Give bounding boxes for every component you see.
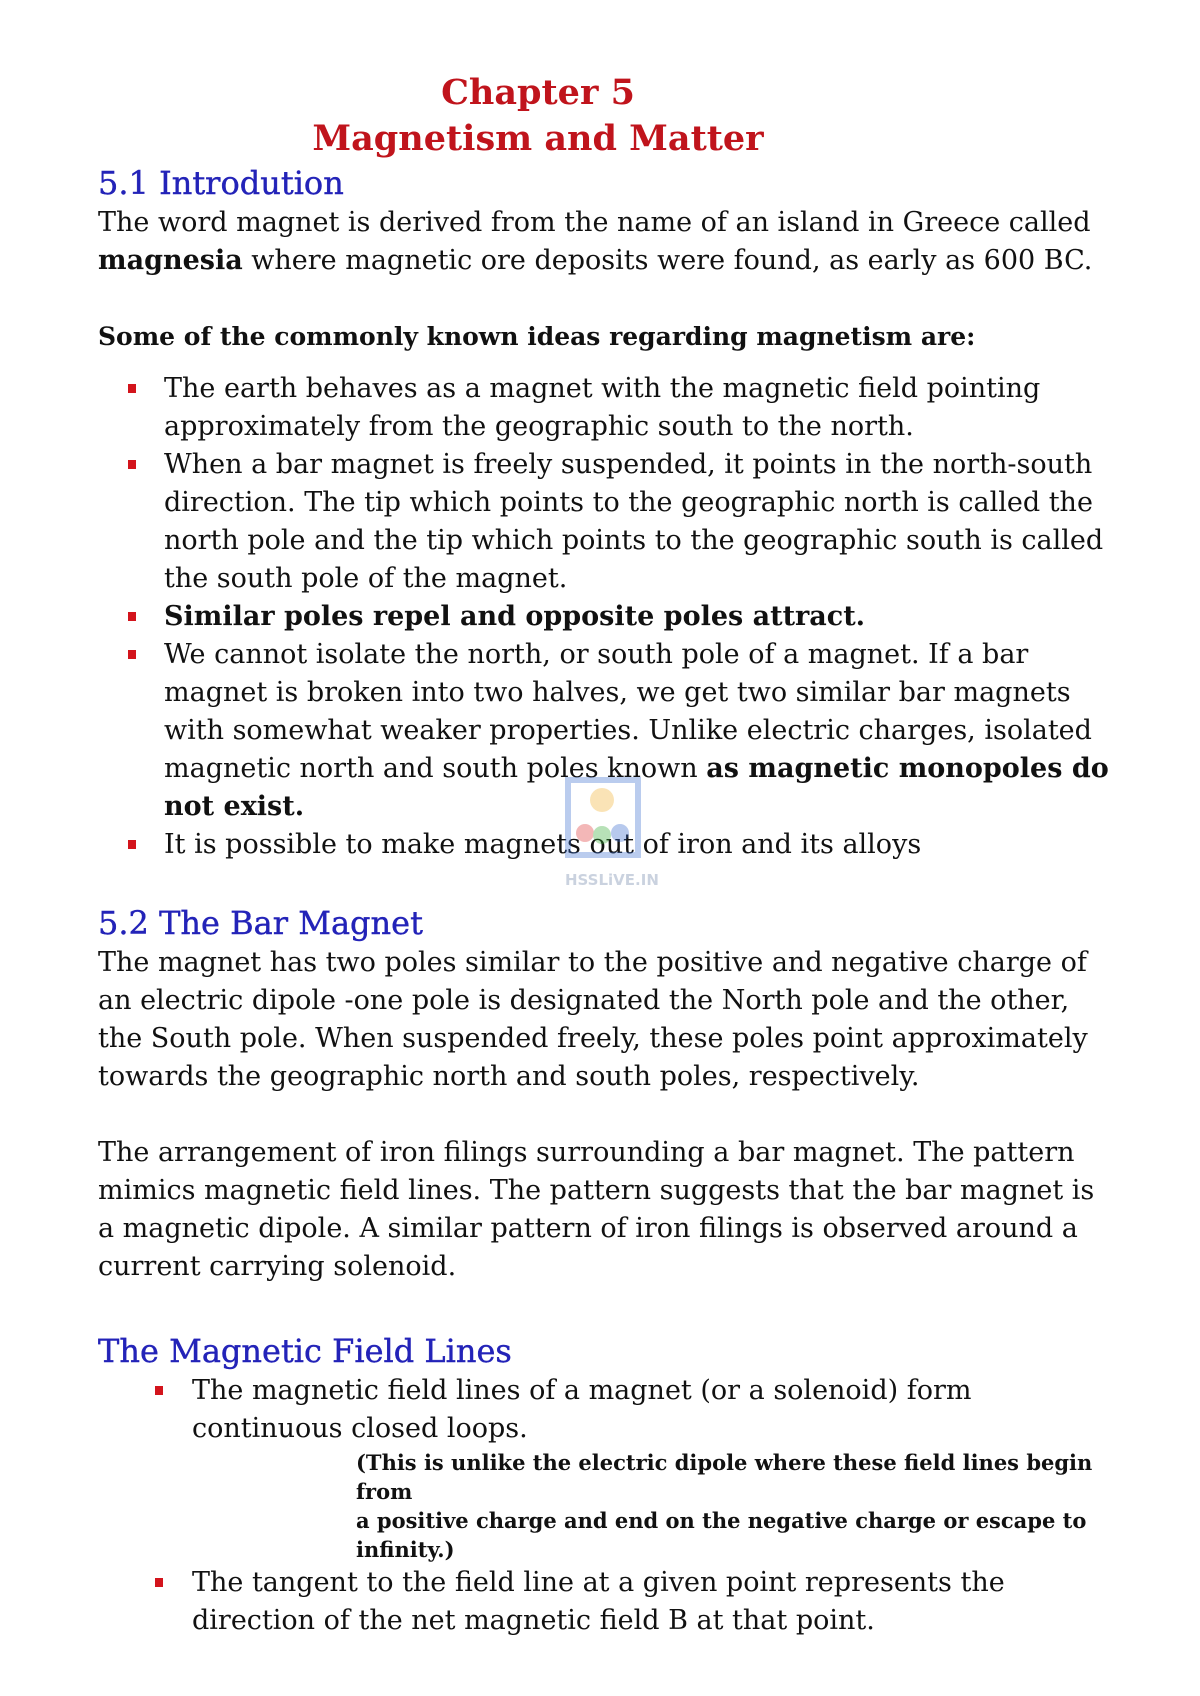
intro-text-b: where magnetic ore deposits were found, as early as 600 BC.: [242, 245, 1093, 276]
section-heading-bar-magnet: 5.2 The Bar Magnet: [98, 904, 423, 942]
bullet-icon: [128, 460, 136, 469]
section-heading-field-lines: The Magnetic Field Lines: [98, 1332, 512, 1370]
bar-magnet-paragraph-2: The arrangement of iron filings surrounding a bar magnet. The pattern mimics magnetic field lines. The pattern suggests that the bar magnet is a magnetic dipole. A similar pattern of iron filings is observed around a current carrying solenoid.: [98, 1137, 1095, 1282]
field-lines-list-2: [98, 1564, 1118, 1640]
intro-paragraph: [98, 204, 1118, 280]
chapter-number: Chapter 5: [441, 72, 635, 113]
list-item: When a bar magnet is freely suspended, it points in the north-south direction. The tip which points to the geographic north is called the north pole and the tip which points to the geographic south is called the south pole of the magnet.: [98, 446, 1118, 598]
ideas-heading: Some of the commonly known ideas regarding magnetism are:: [98, 322, 976, 351]
bullet-icon: [128, 650, 136, 659]
chapter-title: Magnetism and Matter: [312, 118, 764, 159]
magnesia-term: magnesia: [98, 245, 243, 276]
list-item: We cannot isolate the north, or south pole of a magnet. If a bar magnet is broken into two halves, we get two similar bar magnets with somewhat weaker properties. Unlike electric charges, isolated magnetic north and south poles known as magnetic monopoles do not exist.: [98, 636, 1118, 826]
bullet-icon: [128, 840, 136, 849]
hsslive-watermark-logo: [540, 775, 670, 905]
bullet-icon: [155, 1386, 163, 1395]
bar-magnet-paragraph-1: The magnet has two poles similar to the positive and negative charge of an electric dipole -one pole is designated the North pole and the other, the South pole. When suspended freely, these poles point approximately towards the geographic north and south poles, respectively.: [98, 947, 1088, 1092]
chapter-header: [98, 70, 1118, 162]
bullet-icon: [128, 384, 136, 393]
dipole-note: (This is unlike the electric dipole where these field lines begin from a positive charge and end on the negative charge or escape to infinity.): [356, 1450, 1093, 1562]
list-item: It is possible to make magnets out of iron and its alloys: [98, 826, 1118, 864]
list-item: The tangent to the field line at a given point represents the direction of the net magnetic field B at that point.: [98, 1564, 1118, 1640]
section-heading-intro: 5.1 Introdution: [98, 164, 344, 202]
watermark-text: HSSLiVE.IN: [565, 871, 659, 889]
list-item: The magnetic field lines of a magnet (or a solenoid) form continuous closed loops.: [98, 1372, 1118, 1448]
field-lines-list: [98, 1372, 1118, 1448]
list-item: Similar poles repel and opposite poles attract.: [98, 598, 1118, 636]
list-item: The earth behaves as a magnet with the magnetic field pointing approximately from the geographic south to the north.: [98, 370, 1118, 446]
watermark-icon: [540, 775, 670, 875]
bullet-icon: [155, 1578, 163, 1587]
intro-text-a: The word magnet is derived from the name of an island in Greece called: [98, 207, 1091, 238]
bullet-icon: [128, 612, 136, 621]
